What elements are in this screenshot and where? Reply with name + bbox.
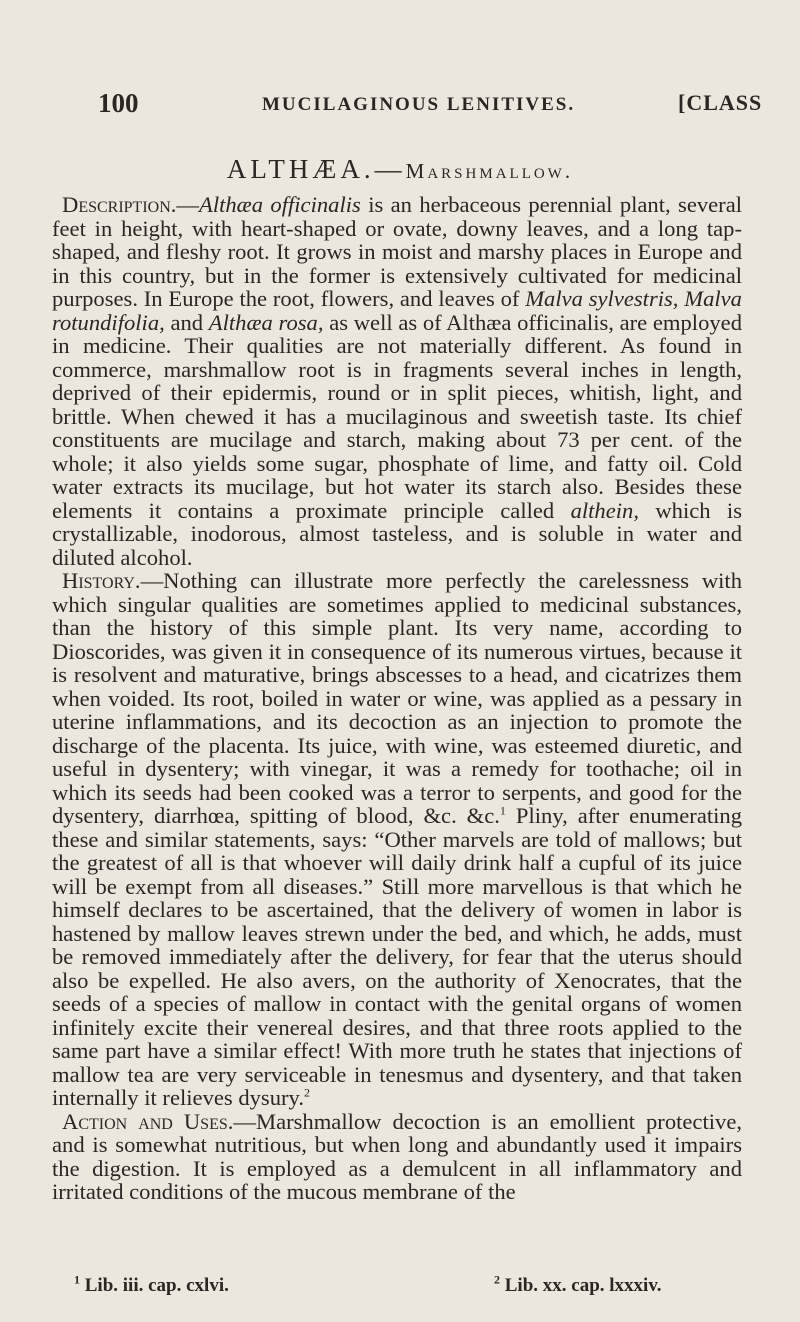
description-lead: Description.	[62, 192, 177, 217]
history-paragraph: History.—Nothing can illustrate more perfectly the carelessness with which singular qualities are sometimes applied to medicinal substances, than the history of this simple plant. Its very name, according to Dioscorides, was given it in consequence of its numerous virtues, because it is resolvent and maturative, brings abscesses to a head, and cicatrizes them when voided. Its root, boiled in water or wine, was applied as a pessary in uterine inflammations, and its decoction as an injection to promote the discharge of the placenta. Its juice, with wine, was esteemed diuretic, and useful in dysentery; with vinegar, it was a remedy for toothache; oil in which its seeds had been cooked was a terror to serpents, and good for the dysentery, diarrhœa, spitting of blood, &c. &c.$^1$ Pliny, after enumerating these and similar statements, says: “Other marvels are told of mallows; but the greatest of all is that whoever will daily drink half a cupful of its juice will be exempt from all diseases.” Still more marvellous is that which he himself declares to be ascertained, that the delivery of women in labor is hastened by mallow leaves strewn under the bed, and which, he adds, must be removed immediately after the delivery, for fear that the uterus should also be expelled. He also avers, on the authority of Xenocrates, that the seeds of a species of mallow in contact with the genital organs of women infinitely excite their venereal desires, and that three roots applied to the same part have a similar effect! With more truth he states that injections of mallow tea are very serviceable in tenesmus and dysentery, and that taken internally it relieves dysury.$^2$	[52, 568, 742, 1110]
action-lead: Action and Uses.	[62, 1108, 234, 1134]
article-title	[0, 154, 800, 185]
footnotes	[74, 1272, 724, 1299]
description-paragraph: Description.—Althæa officinalis is an herbaceous perennial plant, several feet in height, with heart-shaped or ovate, downy leaves, and a long tap-shaped, and fleshy root. It grows in moist and marshy places in Europe and in this country, but in the former is extensively cultivated for medicinal purposes. In Europe the root, flowers, and leaves of Malva sylvestris, Malva rotundifolia, and Althæa rosa, as well as of Althæa officinalis, are employed in medicine. Their qualities are not materially different. As found in commerce, marshmallow root is in fragments several inches in length, deprived of their epidermis, round or in split pieces, whitish, light, and brittle. When chewed it has a mucilaginous and sweetish taste. Its chief constituents are mucilage and starch, making about 73 per cent. of the whole; it also yields some sugar, phosphate of lime, and fatty oil. Cold water extracts its mucilage, but hot water its starch also. Besides these elements it contains a proximate principle called althein, which is crystallizable, inodorous, almost tasteless, and is soluble in water and diluted alcohol.	[52, 192, 743, 570]
footnote-ref-1: 1	[499, 803, 506, 818]
action-paragraph: Action and Uses.—Marshmallow decoction is an emollient protective, and is somewhat nutritious, but when long and abundantly used it impairs the digestion. It is employed as a demulcent in all inflammatory and irritated conditions of the mucous membrane of the	[52, 1108, 742, 1204]
footnote-1: $^1$ Lib. iii. cap. cxlvi.	[74, 1272, 229, 1296]
class-label: [CLASS	[678, 90, 763, 115]
footnote-ref-2: 2	[304, 1085, 311, 1100]
title-common-name: Marshmallow.	[405, 159, 574, 183]
history-lead: History.	[62, 568, 141, 593]
title-dash: —	[374, 154, 406, 184]
running-title: MUCILAGINOUS LENITIVES.	[262, 94, 576, 115]
page-number: 100	[98, 88, 139, 118]
footnote-2: $^2$ Lib. xx. cap. lxxxiv.	[494, 1272, 662, 1296]
article-body	[52, 193, 742, 1204]
page-header	[98, 88, 798, 124]
title-main: ALTHÆA.	[226, 154, 375, 184]
